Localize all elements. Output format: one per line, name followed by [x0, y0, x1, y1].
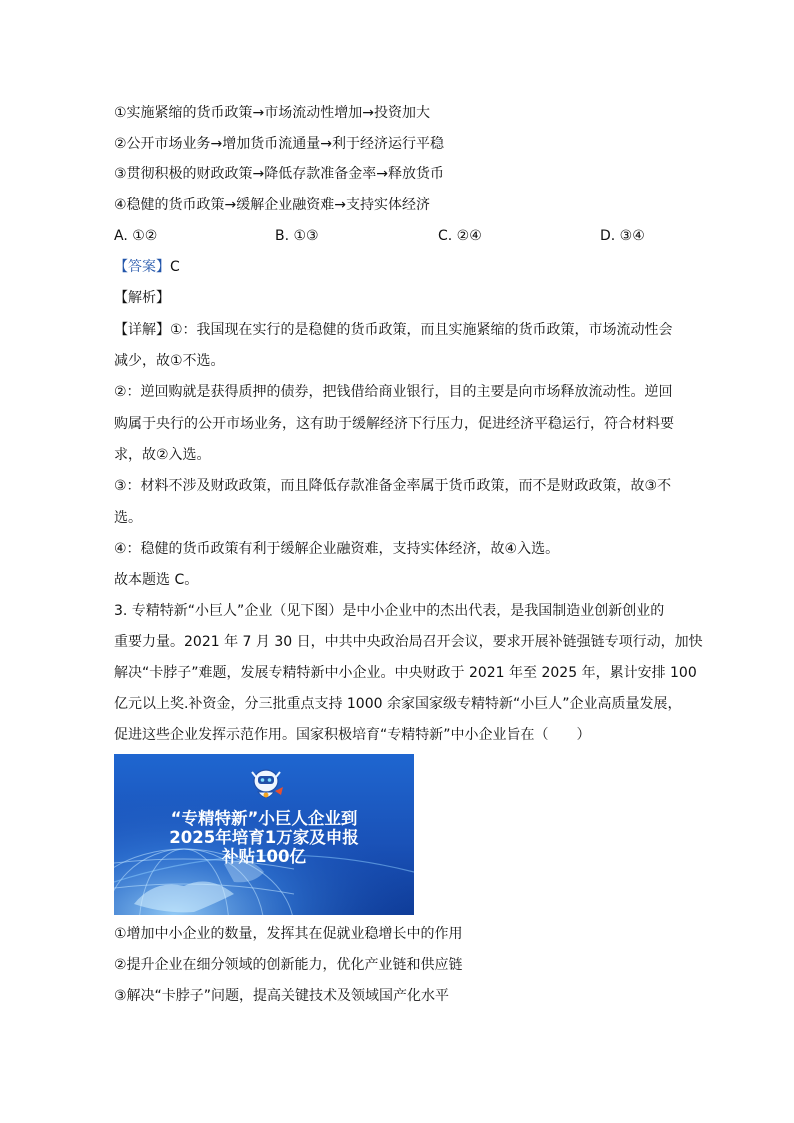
banner-title-line1: “专精特新”小巨人企业到 — [170, 809, 358, 828]
question3-line: 解决“卡脖子”难题，发展专精特新中小企业。中央财政于 2021 年至 2025 年，累计安排 100 — [114, 665, 697, 681]
banner-title-line3: 补贴100亿 — [222, 847, 306, 866]
detail-line: 减少，故①不选。 — [114, 353, 225, 369]
policy-banner-image — [114, 754, 414, 915]
statement-3: ③贯彻积极的财政政策→降低存款准备金率→释放货币 — [114, 166, 445, 182]
banner-title-line2: 2025年培育1万家及申报 — [169, 828, 359, 847]
question3-line: 重要力量。2021 年 7 月 30 日，中共中央政治局召开会议，要求开展补链强链专项行动，加快 — [114, 634, 703, 650]
question3-line: 亿元以上奖.补资金，分三批重点支持 1000 余家国家级专精特新“小巨人”企业高质量发展， — [114, 696, 682, 712]
detail-line: ③：材料不涉及财政政策，而且降低存款准备金率属于货币政策，而不是财政政策，故③不 — [114, 478, 672, 494]
answer-line — [114, 257, 180, 277]
choice-a: A. ①② — [114, 228, 158, 244]
detail-line: ④：稳健的货币政策有利于缓解企业融资难，支持实体经济，故④入选。 — [114, 541, 560, 557]
choice-b: B. ①③ — [275, 228, 319, 244]
question3-statement-1: ①增加中小企业的数量，发挥其在促就业稳增长中的作用 — [114, 926, 463, 942]
analysis-label: 【解析】 — [114, 290, 170, 306]
detail-line: 求，故②入选。 — [114, 447, 211, 463]
statement-2: ②公开市场业务→增加货币流通量→利于经济运行平稳 — [114, 136, 445, 152]
question3-line: 3. 专精特新“小巨人”企业（见下图）是中小企业中的杰出代表，是我国制造业创新创业的 — [114, 603, 665, 619]
question3-statement-2: ②提升企业在细分领域的创新能力，优化产业链和供应链 — [114, 957, 463, 973]
answer-label: 【答案】 — [114, 259, 170, 275]
detail-line: 选。 — [114, 510, 142, 526]
statement-4: ④稳健的货币政策→缓解企业融资难→支持实体经济 — [114, 197, 431, 213]
detail-line: ②：逆回购就是获得质押的债券，把钱借给商业银行，目的主要是向市场释放流动性。逆回 — [114, 384, 673, 400]
choice-c: C. ②④ — [438, 228, 482, 244]
question3-statement-3: ③解决“卡脖子”问题，提高关键技术及领域国产化水平 — [114, 988, 450, 1004]
detail-line: 故本题选 C。 — [114, 572, 199, 588]
statement-1: ①实施紧缩的货币政策→市场流动性增加→投资加大 — [114, 105, 431, 121]
question3-line: 促进这些企业发挥示范作用。国家积极培育“专精特新”中小企业旨在（ ） — [114, 727, 591, 743]
answer-value: C — [170, 259, 180, 275]
choice-d: D. ③④ — [600, 228, 645, 244]
detail-line: 【详解】①：我国现在实行的是稳健的货币政策，而且实施紧缩的货币政策，市场流动性会 — [114, 322, 673, 338]
detail-line: 购属于央行的公开市场业务，这有助于缓解经济下行压力，促进经济平稳运行，符合材料要 — [114, 416, 674, 432]
